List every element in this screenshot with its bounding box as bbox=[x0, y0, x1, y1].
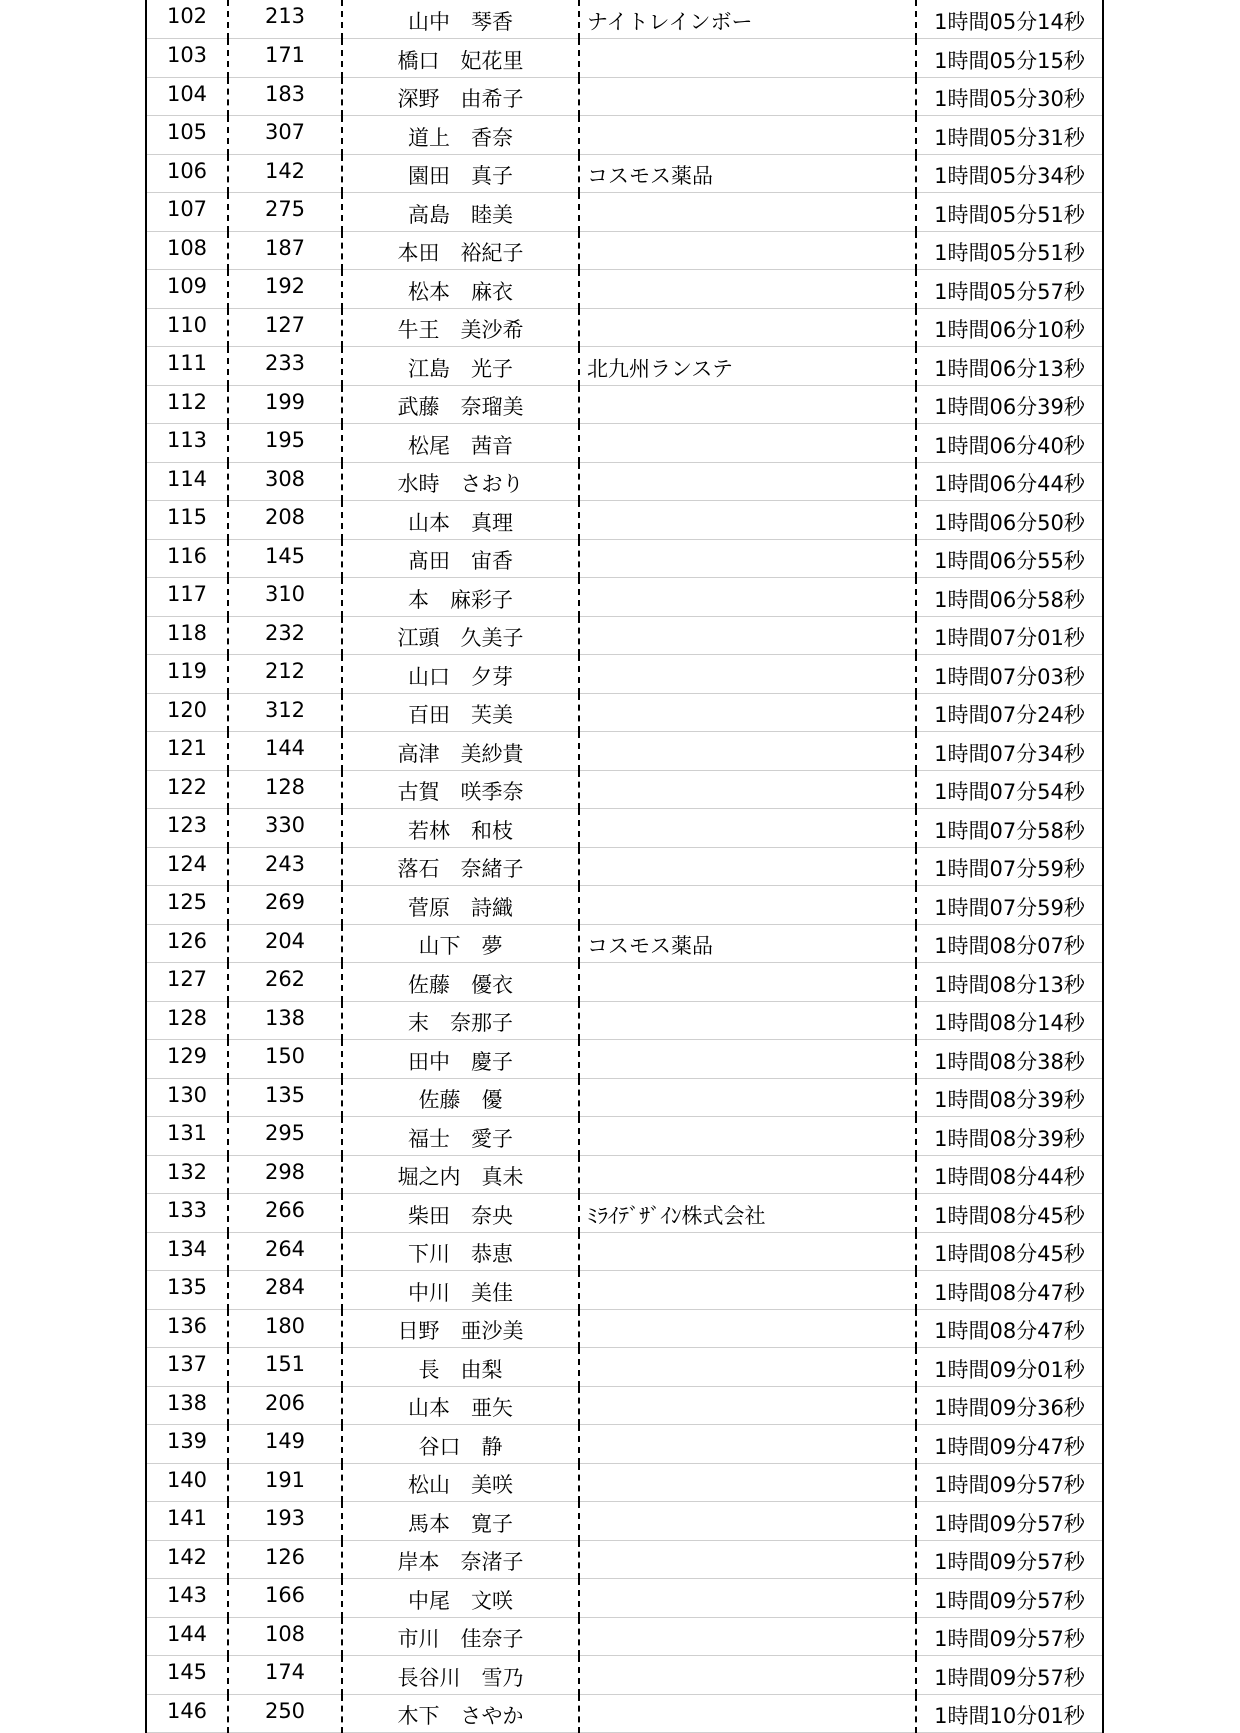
team-name-cell bbox=[579, 732, 916, 771]
runner-name-cell: 中川 美佳 bbox=[342, 1271, 579, 1310]
runner-name-cell: 山下 夢 bbox=[342, 924, 579, 963]
team-name-cell: コスモス薬品 bbox=[579, 924, 916, 963]
team-name-cell: コスモス薬品 bbox=[579, 154, 916, 193]
table-row bbox=[146, 1040, 1103, 1079]
runner-name-cell: 堀之内 真未 bbox=[342, 1155, 579, 1194]
bib-number-cell: 232 bbox=[228, 616, 342, 655]
rank-cell: 125 bbox=[146, 886, 228, 925]
finish-time-cell: 1時間05分14秒 bbox=[916, 0, 1103, 39]
table-row bbox=[146, 1078, 1103, 1117]
team-name-cell bbox=[579, 963, 916, 1002]
rank-cell: 105 bbox=[146, 116, 228, 155]
runner-name-cell: 末 奈那子 bbox=[342, 1001, 579, 1040]
bib-number-cell: 312 bbox=[228, 693, 342, 732]
table-row bbox=[146, 39, 1103, 78]
bib-number-cell: 191 bbox=[228, 1463, 342, 1502]
team-name-cell: ﾐﾗｲﾃﾞｻﾞｲﾝ株式会社 bbox=[579, 1194, 916, 1233]
finish-time-cell: 1時間08分39秒 bbox=[916, 1078, 1103, 1117]
team-name-cell bbox=[579, 501, 916, 540]
finish-time-cell: 1時間05分51秒 bbox=[916, 193, 1103, 232]
bib-number-cell: 269 bbox=[228, 886, 342, 925]
bib-number-cell: 150 bbox=[228, 1040, 342, 1079]
rank-cell: 104 bbox=[146, 77, 228, 116]
rank-cell: 124 bbox=[146, 847, 228, 886]
finish-time-cell: 1時間06分40秒 bbox=[916, 424, 1103, 463]
table-row bbox=[146, 1271, 1103, 1310]
team-name-cell: ナイトレインボー bbox=[579, 0, 916, 39]
table-row bbox=[146, 501, 1103, 540]
table-row bbox=[146, 693, 1103, 732]
bib-number-cell: 310 bbox=[228, 578, 342, 617]
team-name-cell bbox=[579, 1425, 916, 1464]
bib-number-cell: 144 bbox=[228, 732, 342, 771]
finish-time-cell: 1時間09分57秒 bbox=[916, 1617, 1103, 1656]
table-row bbox=[146, 1232, 1103, 1271]
table-row bbox=[146, 963, 1103, 1002]
rank-cell: 139 bbox=[146, 1425, 228, 1464]
table-row bbox=[146, 539, 1103, 578]
table-row bbox=[146, 924, 1103, 963]
finish-time-cell: 1時間09分57秒 bbox=[916, 1502, 1103, 1541]
table-row bbox=[146, 1117, 1103, 1156]
bib-number-cell: 199 bbox=[228, 385, 342, 424]
team-name-cell bbox=[579, 1078, 916, 1117]
runner-name-cell: 長 由梨 bbox=[342, 1348, 579, 1387]
bib-number-cell: 128 bbox=[228, 770, 342, 809]
rank-cell: 106 bbox=[146, 154, 228, 193]
finish-time-cell: 1時間09分57秒 bbox=[916, 1656, 1103, 1695]
team-name-cell bbox=[579, 1348, 916, 1387]
rank-cell: 103 bbox=[146, 39, 228, 78]
finish-time-cell: 1時間06分50秒 bbox=[916, 501, 1103, 540]
bib-number-cell: 243 bbox=[228, 847, 342, 886]
table-row bbox=[146, 231, 1103, 270]
table-row bbox=[146, 1579, 1103, 1618]
team-name-cell bbox=[579, 270, 916, 309]
rank-cell: 120 bbox=[146, 693, 228, 732]
bib-number-cell: 127 bbox=[228, 308, 342, 347]
rank-cell: 115 bbox=[146, 501, 228, 540]
finish-time-cell: 1時間06分55秒 bbox=[916, 539, 1103, 578]
runner-name-cell: 園田 真子 bbox=[342, 154, 579, 193]
table-row bbox=[146, 462, 1103, 501]
table-row bbox=[146, 1617, 1103, 1656]
bib-number-cell: 126 bbox=[228, 1540, 342, 1579]
table-row bbox=[146, 0, 1103, 39]
rank-cell: 146 bbox=[146, 1694, 228, 1733]
team-name-cell bbox=[579, 693, 916, 732]
rank-cell: 138 bbox=[146, 1386, 228, 1425]
bib-number-cell: 204 bbox=[228, 924, 342, 963]
team-name-cell bbox=[579, 1656, 916, 1695]
bib-number-cell: 212 bbox=[228, 655, 342, 694]
bib-number-cell: 307 bbox=[228, 116, 342, 155]
table-row bbox=[146, 1155, 1103, 1194]
runner-name-cell: 高津 美紗貴 bbox=[342, 732, 579, 771]
rank-cell: 121 bbox=[146, 732, 228, 771]
team-name-cell bbox=[579, 1117, 916, 1156]
table-row bbox=[146, 424, 1103, 463]
bib-number-cell: 266 bbox=[228, 1194, 342, 1233]
bib-number-cell: 295 bbox=[228, 1117, 342, 1156]
rank-cell: 134 bbox=[146, 1232, 228, 1271]
team-name-cell bbox=[579, 1540, 916, 1579]
finish-time-cell: 1時間07分34秒 bbox=[916, 732, 1103, 771]
rank-cell: 119 bbox=[146, 655, 228, 694]
finish-time-cell: 1時間08分47秒 bbox=[916, 1271, 1103, 1310]
team-name-cell bbox=[579, 847, 916, 886]
rank-cell: 111 bbox=[146, 347, 228, 386]
rank-cell: 143 bbox=[146, 1579, 228, 1618]
runner-name-cell: 日野 亜沙美 bbox=[342, 1309, 579, 1348]
team-name-cell bbox=[579, 1309, 916, 1348]
finish-time-cell: 1時間09分57秒 bbox=[916, 1540, 1103, 1579]
finish-time-cell: 1時間06分13秒 bbox=[916, 347, 1103, 386]
table-row bbox=[146, 193, 1103, 232]
bib-number-cell: 174 bbox=[228, 1656, 342, 1695]
finish-time-cell: 1時間06分44秒 bbox=[916, 462, 1103, 501]
bib-number-cell: 193 bbox=[228, 1502, 342, 1541]
table-row bbox=[146, 616, 1103, 655]
runner-name-cell: 菅原 詩織 bbox=[342, 886, 579, 925]
runner-name-cell: 岸本 奈渚子 bbox=[342, 1540, 579, 1579]
team-name-cell bbox=[579, 39, 916, 78]
runner-name-cell: 松尾 茜音 bbox=[342, 424, 579, 463]
finish-time-cell: 1時間09分57秒 bbox=[916, 1463, 1103, 1502]
rank-cell: 136 bbox=[146, 1309, 228, 1348]
runner-name-cell: 若林 和枝 bbox=[342, 809, 579, 848]
bib-number-cell: 145 bbox=[228, 539, 342, 578]
table-row bbox=[146, 809, 1103, 848]
runner-name-cell: 橋口 妃花里 bbox=[342, 39, 579, 78]
team-name-cell bbox=[579, 1040, 916, 1079]
bib-number-cell: 213 bbox=[228, 0, 342, 39]
runner-name-cell: 江頭 久美子 bbox=[342, 616, 579, 655]
finish-time-cell: 1時間09分47秒 bbox=[916, 1425, 1103, 1464]
team-name-cell bbox=[579, 1463, 916, 1502]
runner-name-cell: 百田 芙美 bbox=[342, 693, 579, 732]
bib-number-cell: 330 bbox=[228, 809, 342, 848]
table-row bbox=[146, 385, 1103, 424]
bib-number-cell: 275 bbox=[228, 193, 342, 232]
rank-cell: 118 bbox=[146, 616, 228, 655]
finish-time-cell: 1時間05分34秒 bbox=[916, 154, 1103, 193]
bib-number-cell: 187 bbox=[228, 231, 342, 270]
table-row bbox=[146, 655, 1103, 694]
team-name-cell bbox=[579, 616, 916, 655]
team-name-cell bbox=[579, 1155, 916, 1194]
bib-number-cell: 142 bbox=[228, 154, 342, 193]
finish-time-cell: 1時間09分57秒 bbox=[916, 1579, 1103, 1618]
finish-time-cell: 1時間08分38秒 bbox=[916, 1040, 1103, 1079]
rank-cell: 130 bbox=[146, 1078, 228, 1117]
bib-number-cell: 138 bbox=[228, 1001, 342, 1040]
team-name-cell: 北九州ランステ bbox=[579, 347, 916, 386]
table-row bbox=[146, 886, 1103, 925]
runner-name-cell: 山口 夕芽 bbox=[342, 655, 579, 694]
rank-cell: 114 bbox=[146, 462, 228, 501]
team-name-cell bbox=[579, 385, 916, 424]
finish-time-cell: 1時間08分47秒 bbox=[916, 1309, 1103, 1348]
bib-number-cell: 206 bbox=[228, 1386, 342, 1425]
runner-name-cell: 山中 琴香 bbox=[342, 0, 579, 39]
team-name-cell bbox=[579, 1502, 916, 1541]
rank-cell: 127 bbox=[146, 963, 228, 1002]
team-name-cell bbox=[579, 116, 916, 155]
rank-cell: 145 bbox=[146, 1656, 228, 1695]
bib-number-cell: 180 bbox=[228, 1309, 342, 1348]
table-row bbox=[146, 77, 1103, 116]
rank-cell: 142 bbox=[146, 1540, 228, 1579]
rank-cell: 135 bbox=[146, 1271, 228, 1310]
finish-time-cell: 1時間09分01秒 bbox=[916, 1348, 1103, 1387]
runner-name-cell: 松本 麻衣 bbox=[342, 270, 579, 309]
runner-name-cell: 田中 慶子 bbox=[342, 1040, 579, 1079]
runner-name-cell: 松山 美咲 bbox=[342, 1463, 579, 1502]
bib-number-cell: 262 bbox=[228, 963, 342, 1002]
finish-time-cell: 1時間08分45秒 bbox=[916, 1232, 1103, 1271]
rank-cell: 140 bbox=[146, 1463, 228, 1502]
rank-cell: 126 bbox=[146, 924, 228, 963]
table-row bbox=[146, 116, 1103, 155]
rank-cell: 102 bbox=[146, 0, 228, 39]
rank-cell: 123 bbox=[146, 809, 228, 848]
bib-number-cell: 171 bbox=[228, 39, 342, 78]
bib-number-cell: 233 bbox=[228, 347, 342, 386]
rank-cell: 128 bbox=[146, 1001, 228, 1040]
runner-name-cell: 水時 さおり bbox=[342, 462, 579, 501]
table-row bbox=[146, 1194, 1103, 1233]
finish-time-cell: 1時間06分58秒 bbox=[916, 578, 1103, 617]
rank-cell: 112 bbox=[146, 385, 228, 424]
bib-number-cell: 264 bbox=[228, 1232, 342, 1271]
runner-name-cell: 谷口 静 bbox=[342, 1425, 579, 1464]
table-row bbox=[146, 770, 1103, 809]
table-row bbox=[146, 1001, 1103, 1040]
runner-name-cell: 山本 亜矢 bbox=[342, 1386, 579, 1425]
bib-number-cell: 284 bbox=[228, 1271, 342, 1310]
runner-name-cell: 市川 佳奈子 bbox=[342, 1617, 579, 1656]
finish-time-cell: 1時間05分30秒 bbox=[916, 77, 1103, 116]
team-name-cell bbox=[579, 1386, 916, 1425]
rank-cell: 110 bbox=[146, 308, 228, 347]
finish-time-cell: 1時間07分24秒 bbox=[916, 693, 1103, 732]
bib-number-cell: 135 bbox=[228, 1078, 342, 1117]
runner-name-cell: 古賀 咲季奈 bbox=[342, 770, 579, 809]
team-name-cell bbox=[579, 539, 916, 578]
runner-name-cell: 木下 さやか bbox=[342, 1694, 579, 1733]
finish-time-cell: 1時間08分39秒 bbox=[916, 1117, 1103, 1156]
bib-number-cell: 298 bbox=[228, 1155, 342, 1194]
table-row bbox=[146, 1656, 1103, 1695]
runner-name-cell: 柴田 奈央 bbox=[342, 1194, 579, 1233]
runner-name-cell: 長谷川 雪乃 bbox=[342, 1656, 579, 1695]
team-name-cell bbox=[579, 578, 916, 617]
bib-number-cell: 250 bbox=[228, 1694, 342, 1733]
runner-name-cell: 落石 奈緒子 bbox=[342, 847, 579, 886]
rank-cell: 109 bbox=[146, 270, 228, 309]
table-row bbox=[146, 1425, 1103, 1464]
bib-number-cell: 192 bbox=[228, 270, 342, 309]
table-row bbox=[146, 847, 1103, 886]
team-name-cell bbox=[579, 77, 916, 116]
finish-time-cell: 1時間06分39秒 bbox=[916, 385, 1103, 424]
team-name-cell bbox=[579, 1001, 916, 1040]
rank-cell: 133 bbox=[146, 1194, 228, 1233]
finish-time-cell: 1時間08分07秒 bbox=[916, 924, 1103, 963]
finish-time-cell: 1時間08分14秒 bbox=[916, 1001, 1103, 1040]
runner-name-cell: 中尾 文咲 bbox=[342, 1579, 579, 1618]
team-name-cell bbox=[579, 770, 916, 809]
finish-time-cell: 1時間08分44秒 bbox=[916, 1155, 1103, 1194]
runner-name-cell: 牛王 美沙希 bbox=[342, 308, 579, 347]
runner-name-cell: 本 麻彩子 bbox=[342, 578, 579, 617]
team-name-cell bbox=[579, 1617, 916, 1656]
team-name-cell bbox=[579, 1694, 916, 1733]
runner-name-cell: 道上 香奈 bbox=[342, 116, 579, 155]
finish-time-cell: 1時間05分51秒 bbox=[916, 231, 1103, 270]
bib-number-cell: 149 bbox=[228, 1425, 342, 1464]
team-name-cell bbox=[579, 231, 916, 270]
team-name-cell bbox=[579, 886, 916, 925]
team-name-cell bbox=[579, 1271, 916, 1310]
finish-time-cell: 1時間06分10秒 bbox=[916, 308, 1103, 347]
finish-time-cell: 1時間07分03秒 bbox=[916, 655, 1103, 694]
table-row bbox=[146, 1502, 1103, 1541]
table-row bbox=[146, 1463, 1103, 1502]
team-name-cell bbox=[579, 1579, 916, 1618]
team-name-cell bbox=[579, 809, 916, 848]
team-name-cell bbox=[579, 462, 916, 501]
rank-cell: 107 bbox=[146, 193, 228, 232]
runner-name-cell: 福士 愛子 bbox=[342, 1117, 579, 1156]
runner-name-cell: 下川 恭恵 bbox=[342, 1232, 579, 1271]
rank-cell: 137 bbox=[146, 1348, 228, 1387]
bib-number-cell: 151 bbox=[228, 1348, 342, 1387]
bib-number-cell: 308 bbox=[228, 462, 342, 501]
table-row bbox=[146, 1694, 1103, 1733]
rank-cell: 108 bbox=[146, 231, 228, 270]
rank-cell: 117 bbox=[146, 578, 228, 617]
finish-time-cell: 1時間08分45秒 bbox=[916, 1194, 1103, 1233]
finish-time-cell: 1時間10分01秒 bbox=[916, 1694, 1103, 1733]
finish-time-cell: 1時間05分31秒 bbox=[916, 116, 1103, 155]
results-body bbox=[146, 0, 1103, 1733]
runner-name-cell: 佐藤 優衣 bbox=[342, 963, 579, 1002]
table-row bbox=[146, 1309, 1103, 1348]
runner-name-cell: 武藤 奈瑠美 bbox=[342, 385, 579, 424]
table-row bbox=[146, 1540, 1103, 1579]
finish-time-cell: 1時間07分54秒 bbox=[916, 770, 1103, 809]
table-row bbox=[146, 154, 1103, 193]
runner-name-cell: 江島 光子 bbox=[342, 347, 579, 386]
rank-cell: 132 bbox=[146, 1155, 228, 1194]
rank-cell: 129 bbox=[146, 1040, 228, 1079]
bib-number-cell: 108 bbox=[228, 1617, 342, 1656]
table-row bbox=[146, 732, 1103, 771]
finish-time-cell: 1時間07分59秒 bbox=[916, 886, 1103, 925]
table-row bbox=[146, 347, 1103, 386]
finish-time-cell: 1時間07分59秒 bbox=[916, 847, 1103, 886]
team-name-cell bbox=[579, 655, 916, 694]
runner-name-cell: 髙田 宙香 bbox=[342, 539, 579, 578]
table-row bbox=[146, 578, 1103, 617]
runner-name-cell: 深野 由希子 bbox=[342, 77, 579, 116]
rank-cell: 113 bbox=[146, 424, 228, 463]
bib-number-cell: 166 bbox=[228, 1579, 342, 1618]
rank-cell: 116 bbox=[146, 539, 228, 578]
team-name-cell bbox=[579, 193, 916, 232]
table-row bbox=[146, 1386, 1103, 1425]
rank-cell: 144 bbox=[146, 1617, 228, 1656]
team-name-cell bbox=[579, 424, 916, 463]
rank-cell: 141 bbox=[146, 1502, 228, 1541]
runner-name-cell: 馬本 寛子 bbox=[342, 1502, 579, 1541]
bib-number-cell: 183 bbox=[228, 77, 342, 116]
finish-time-cell: 1時間09分36秒 bbox=[916, 1386, 1103, 1425]
bib-number-cell: 208 bbox=[228, 501, 342, 540]
table-row bbox=[146, 270, 1103, 309]
runner-name-cell: 本田 裕紀子 bbox=[342, 231, 579, 270]
team-name-cell bbox=[579, 308, 916, 347]
runner-name-cell: 佐藤 優 bbox=[342, 1078, 579, 1117]
finish-time-cell: 1時間05分57秒 bbox=[916, 270, 1103, 309]
team-name-cell bbox=[579, 1232, 916, 1271]
finish-time-cell: 1時間07分58秒 bbox=[916, 809, 1103, 848]
finish-time-cell: 1時間07分01秒 bbox=[916, 616, 1103, 655]
runner-name-cell: 山本 真理 bbox=[342, 501, 579, 540]
rank-cell: 122 bbox=[146, 770, 228, 809]
finish-time-cell: 1時間08分13秒 bbox=[916, 963, 1103, 1002]
rank-cell: 131 bbox=[146, 1117, 228, 1156]
results-table bbox=[145, 0, 1104, 1733]
table-row bbox=[146, 1348, 1103, 1387]
table-row bbox=[146, 308, 1103, 347]
finish-time-cell: 1時間05分15秒 bbox=[916, 39, 1103, 78]
runner-name-cell: 高島 睦美 bbox=[342, 193, 579, 232]
bib-number-cell: 195 bbox=[228, 424, 342, 463]
